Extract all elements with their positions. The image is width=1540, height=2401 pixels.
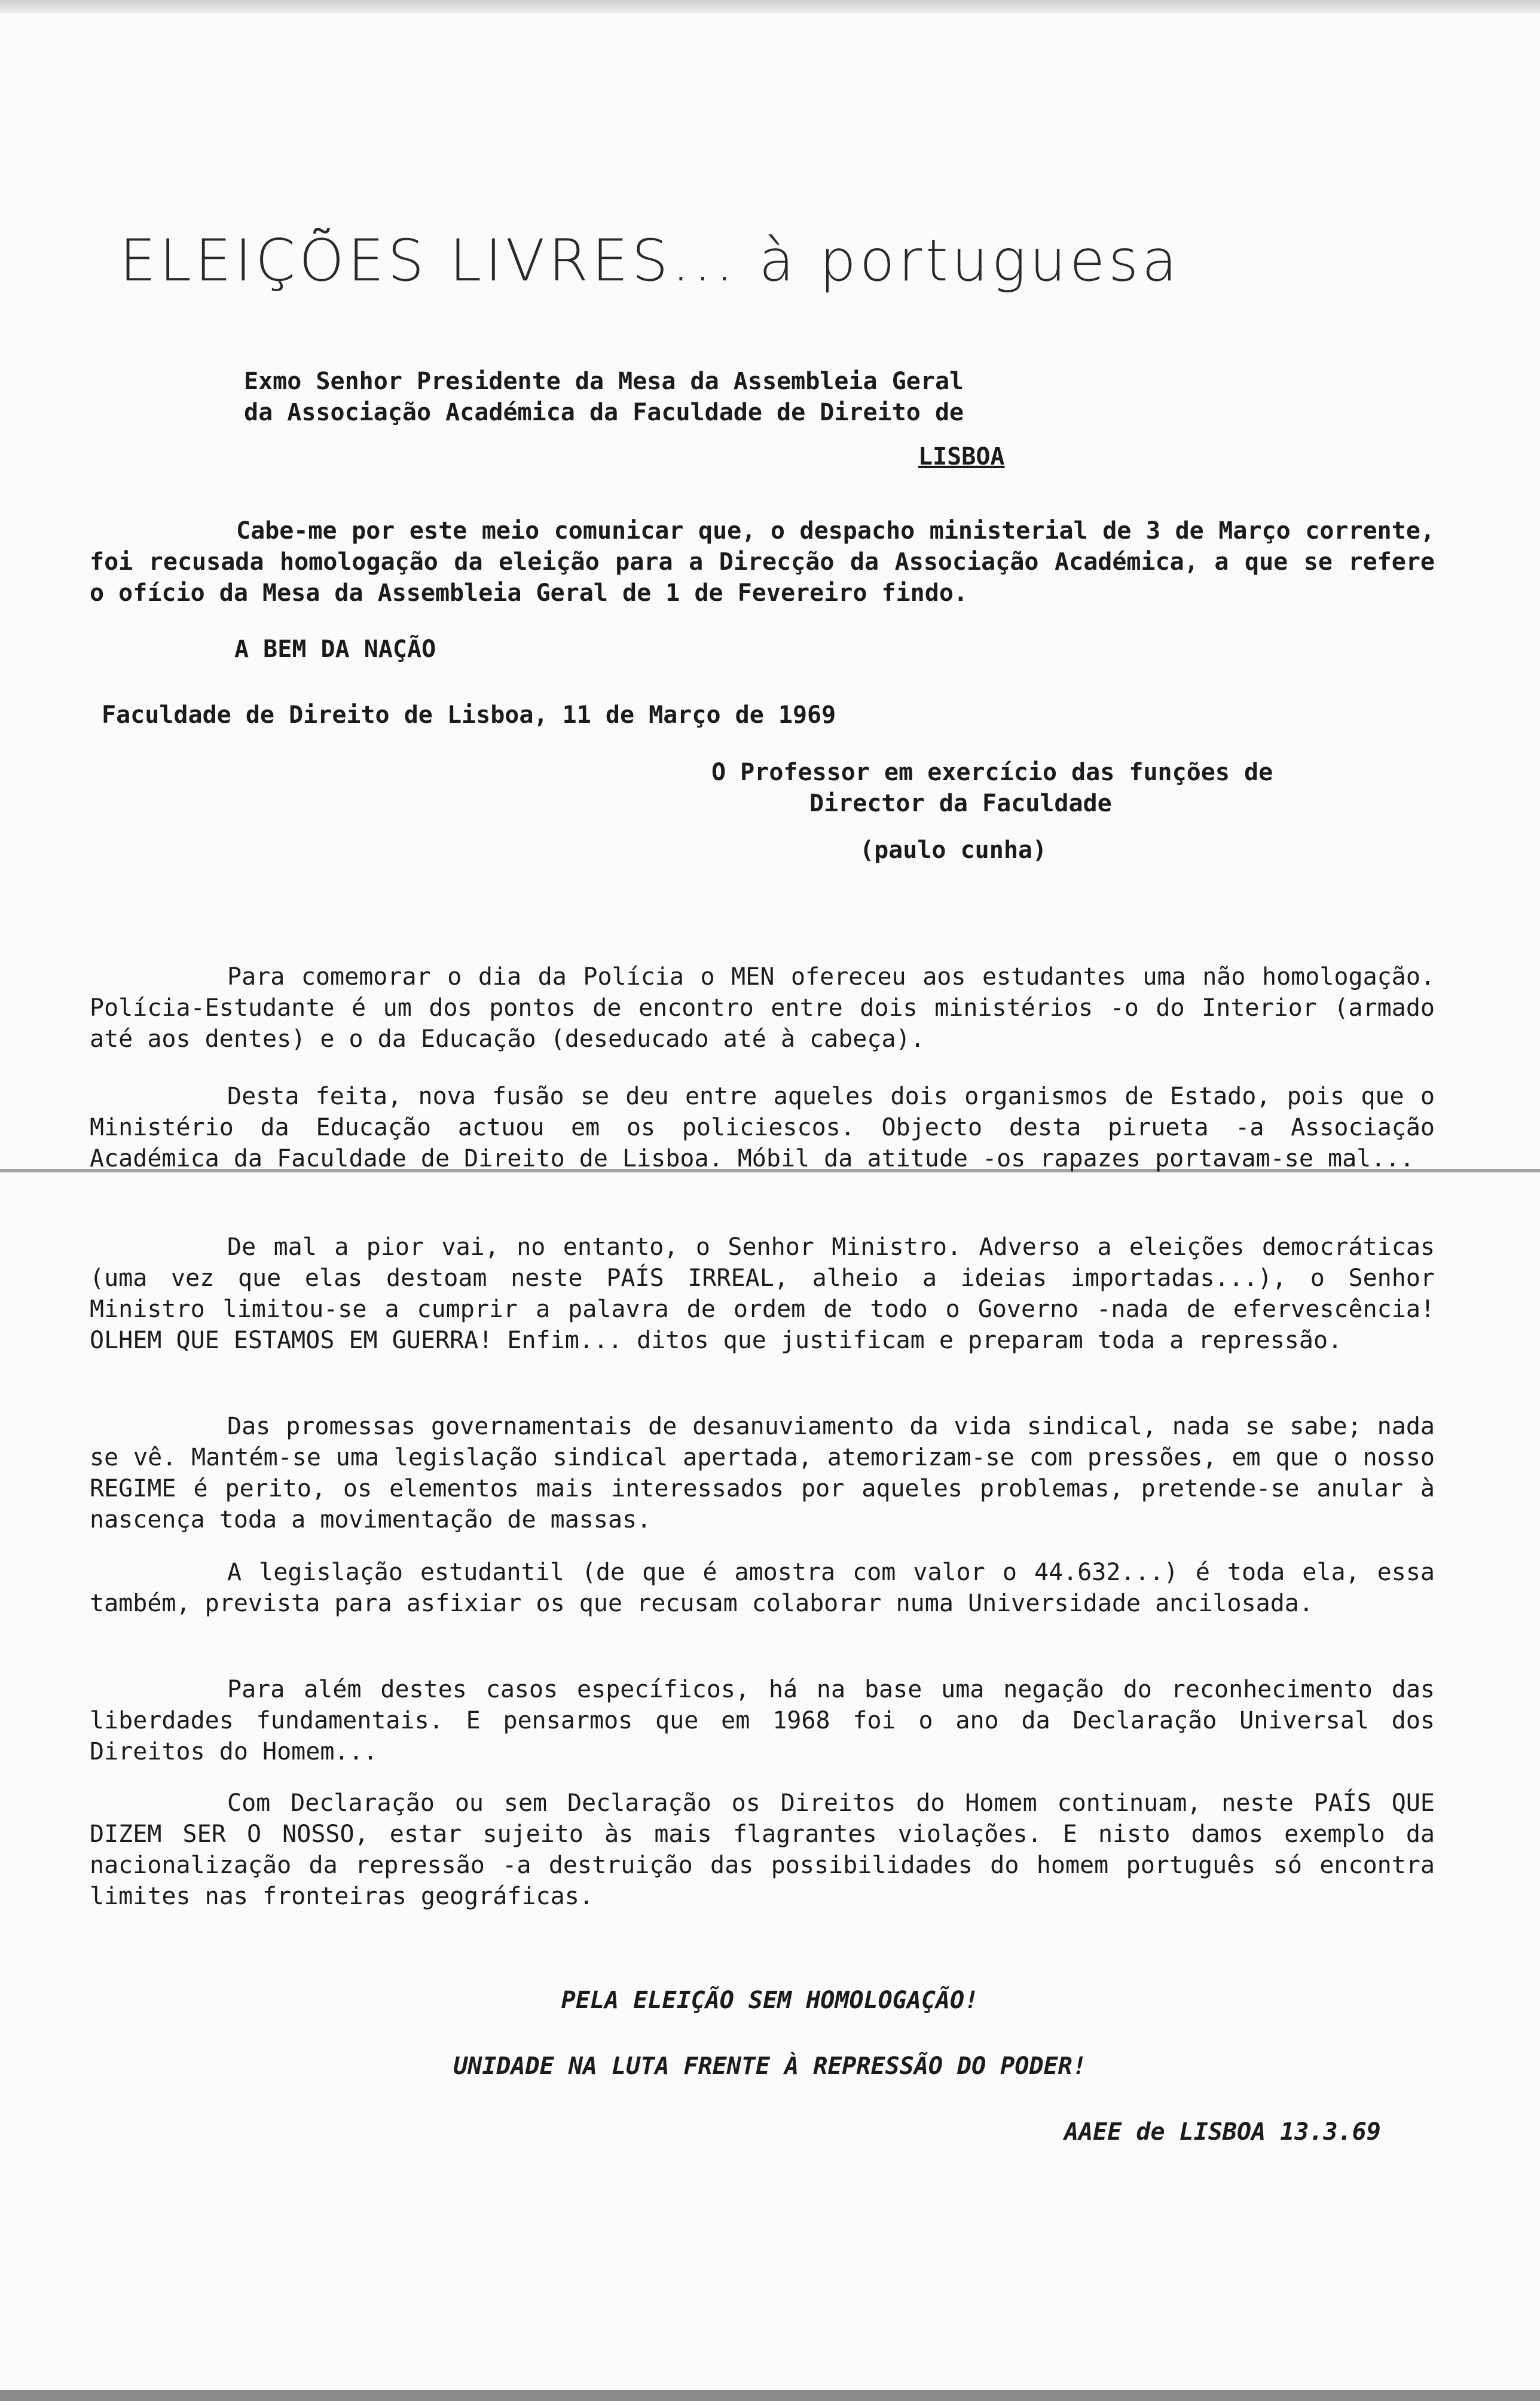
letter-salute: A BEM DA NAÇÃO [234, 636, 436, 663]
manifesto-paragraph-2: Desta feita, nova fusão se deu entre aqueles dois organismos de Estado, pois que o Ministério da Educação actuou em os policiescos. Objecto desta pirueta -a Associação Académica da Faculdade de Direito de Lisboa. Móbil da atitude -os rapazes portavam-se mal... [90, 1083, 1435, 1172]
letter-body: Cabe-me por este meio comunicar que, o despacho ministerial de 3 de Março corrente, foi recusada homologação da eleição para a Direcção da Associação Académica, a que se refere o ofício da Mesa da Assembleia Geral de 1 de Fevereiro findo. [90, 517, 1435, 607]
signoff: AAEE de LISBOA 13.3.69 [1064, 2118, 1381, 2146]
manifesto-paragraph-3: De mal a pior vai, no entanto, o Senhor Ministro. Adverso a eleições democráticas (uma vez que elas destoam neste PAÍS IRREAL, alheio a ideias importadas...), o Senhor Ministro limitou-se a cumprir a palavra de ordem de todo o Governo -nada de efervescência! OLHEM QUE ESTAMOS EM GUERRA! Enfim... ditos que justificam e preparam toda a repressão. [90, 1233, 1435, 1354]
manifesto-paragraph-7: Com Declaração ou sem Declaração os Direitos do Homem continuam, neste PAÍS QUE DIZEM SER O NOSSO, estar sujeito às mais flagrantes violações. E nisto damos exemplo da nacionalização da repressão -a destruição das possibilidades do homem português só encontra limites nas fronteiras geográficas. [90, 1789, 1435, 1910]
signature-title-line-1: O Professor em exercício das funções de [711, 759, 1273, 786]
manifesto-paragraph-4: Das promessas governamentais de desanuviamento da vida sindical, nada se sabe; nada se vê. Mantém-se uma legislação sindical apertada, atemorizam-se com pressões, em que o nosso REGIME é perito, os elementos mais interessados por aqueles problemas, pretende-se anular à nascença toda a movimentação de massas. [90, 1413, 1435, 1534]
page-bottom-edge [0, 2390, 1540, 2401]
manifesto-paragraph-6: Para além destes casos específicos, há na base uma negação do reconhecimento das liberdades fundamentais. E pensarmos que em 1968 foi o ano da Declaração Universal dos Direitos do Homem... [90, 1676, 1435, 1765]
signature-name: (paulo cunha) [860, 836, 1047, 864]
signature-title-line-2: Director da Faculdade [809, 790, 1112, 817]
copy-streak [0, 1169, 1540, 1172]
address-line-1: Exmo Senhor Presidente da Mesa da Assembleia Geral [244, 368, 964, 395]
page-title: ELEIÇÕES LIVRES... à portuguesa [120, 227, 1181, 294]
letter-place-date: Faculdade de Direito de Lisboa, 11 de Março de 1969 [102, 701, 836, 729]
manifesto-paragraph-1: Para comemorar o dia da Polícia o MEN ofereceu aos estudantes uma não homologação. Polícia-Estudante é um dos pontos de encontro entre dois ministérios -o do Interior (armado até aos dentes) e o da Educação (deseducado até à cabeça). [90, 963, 1435, 1053]
slogan-1: PELA ELEIÇÃO SEM HOMOLOGAÇÃO! [561, 1987, 979, 2014]
page-top-edge [0, 0, 1540, 13]
address-line-2: da Associação Académica da Faculdade de Direito de [244, 399, 964, 426]
slogan-2: UNIDADE NA LUTA FRENTE À REPRESSÃO DO PODER! [453, 2052, 1087, 2080]
address-city: LISBOA [918, 443, 1005, 471]
manifesto-paragraph-5: A legislação estudantil (de que é amostra com valor o 44.632...) é toda ela, essa também, prevista para asfixiar os que recusam colaborar numa Universidade ancilosada. [90, 1559, 1435, 1617]
